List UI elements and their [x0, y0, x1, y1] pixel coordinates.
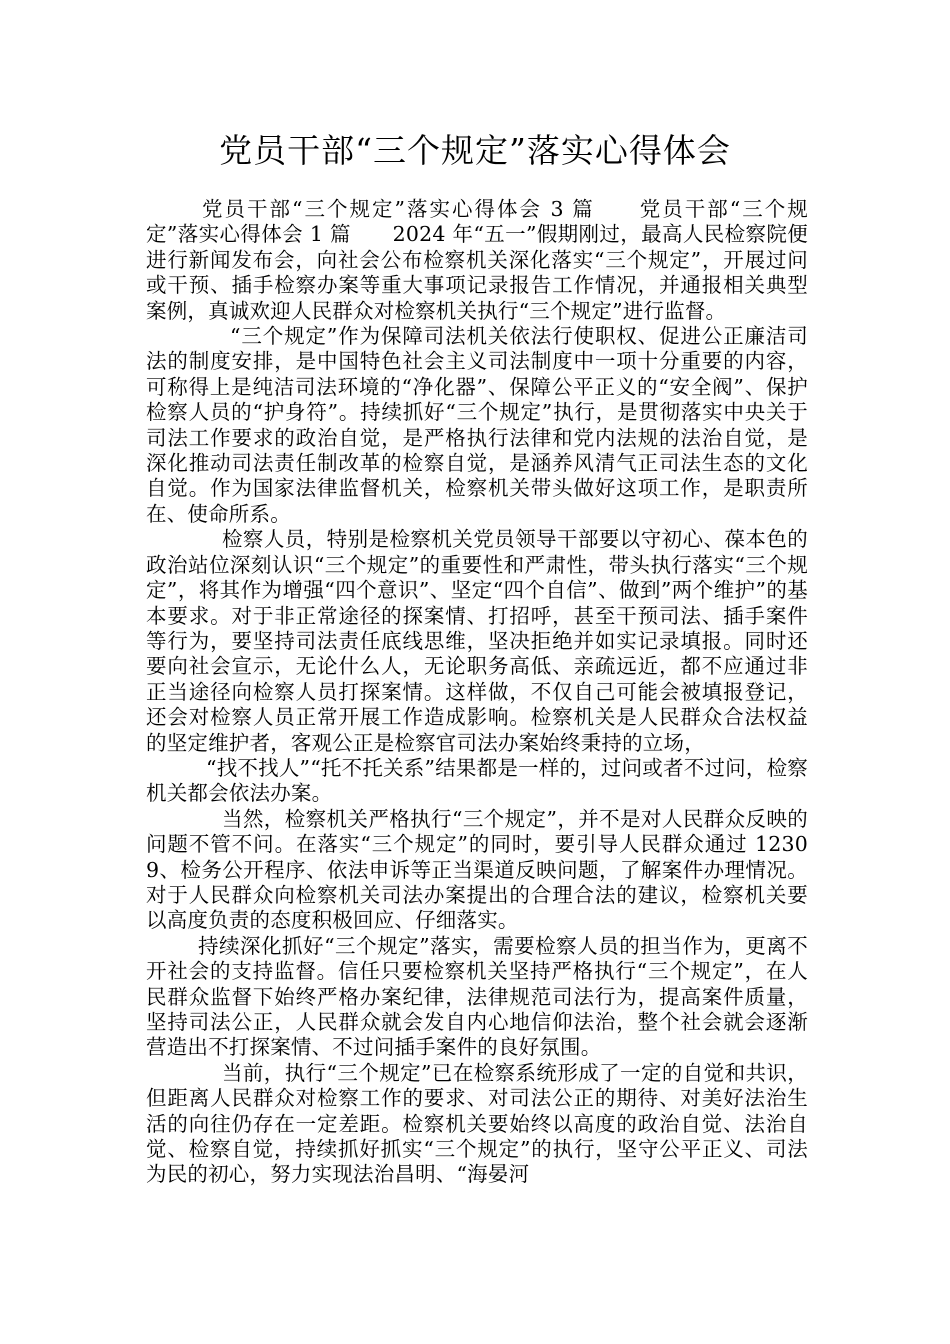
paragraph-channels: 当然，检察机关严格执行“三个规定”，并不是对人民群众反映的问题不管不问。在落实“三个规定”的同时，要引导人民群众通过 12309、检务公开程序、依法申诉等正当渠道反映问题，了解案件办理情况。对于人民群众向检察机关司法办案提出的合理合法的建议，检察机关要以高度负责的态度积极回应、仔细落实。 — [146, 806, 808, 933]
paragraph-supervision: 持续深化抓好“三个规定”落实，需要检察人员的担当作为，更离不开社会的支持监督。信任只要检察机关坚持严格执行“三个规定”，在人民群众监督下始终严格办案纪律，法律规范司法行为，提高案件质量，坚持司法公正，人民群众就会发自内心地信仰法治，整个社会就会逐渐营造出不打探案情、不过问插手案件的良好氛围。 — [146, 933, 808, 1060]
paragraph-outcome: “找不找人”“托不托关系”结果都是一样的，过问或者不过问，检察机关都会依法办案。 — [146, 755, 808, 806]
paragraph-significance: “三个规定”作为保障司法机关依法行使职权、促进公正廉洁司法的制度安排，是中国特色社会主义司法制度中一项十分重要的内容，可称得上是纯洁司法环境的“净化器”、保障公平正义的“安全阀”、保护检察人员的“护身符”。持续抓好“三个规定”执行，是贯彻落实中央关于司法工作要求的政治自觉，是严格执行法律和党内法规的法治自觉，是深化推动司法责任制改革的检察自觉，是涵养风清气正司法生态的文化自觉。作为国家法律监督机关，检察机关带头做好这项工作，是职责所在、使命所系。 — [146, 324, 808, 526]
document-body — [146, 197, 808, 1188]
paragraph-current: 当前，执行“三个规定”已在检察系统形成了一定的自觉和共识，但距离人民群众对检察工作的要求、对司法公正的期待、对美好法治生活的向往仍存在一定差距。检察机关要始终以高度的政治自觉、法治自觉、检察自觉，持续抓好抓实“三个规定”的执行，坚守公平正义、司法为民的初心，努力实现法治昌明、“海晏河 — [146, 1060, 808, 1187]
paragraph-requirements: 检察人员，特别是检察机关党员领导干部要以守初心、葆本色的政治站位深刻认识“三个规定”的重要性和严肃性，带头执行落实“三个规定”，将其作为增强“四个意识”、坚定“四个自信”、做到”两个维护”的基本要求。对于非正常途径的探案情、打招呼，甚至干预司法、插手案件等行为，要坚持司法责任底线思维，坚决拒绝并如实记录填报。同时还要向社会宣示，无论什么人，无论职务高低、亲疏远近，都不应通过非正当途径向检察人员打探案情。这样做，不仅自己可能会被填报登记，还会对检察人员正常开展工作造成影响。检察机关是人民群众合法权益的坚定维护者，客观公正是检察官司法办案始终秉持的立场， — [146, 527, 808, 755]
document-title: 党员干部“三个规定”落实心得体会 — [219, 131, 731, 170]
paragraph-intro: 党员干部“三个规定”落实心得体会 3 篇 党员干部“三个规定”落实心得体会 1 篇 2024 年“五一”假期刚过，最高人民检察院便进行新闻发布会，向社会公布检察机关深化落实“三个规定”，开展过问或干预、插手检察办案等重大事项记录报告工作情况，并通报相关典型案例，真诚欢迎人民群众对检察机关执行“三个规定”进行监督。 — [146, 197, 808, 323]
